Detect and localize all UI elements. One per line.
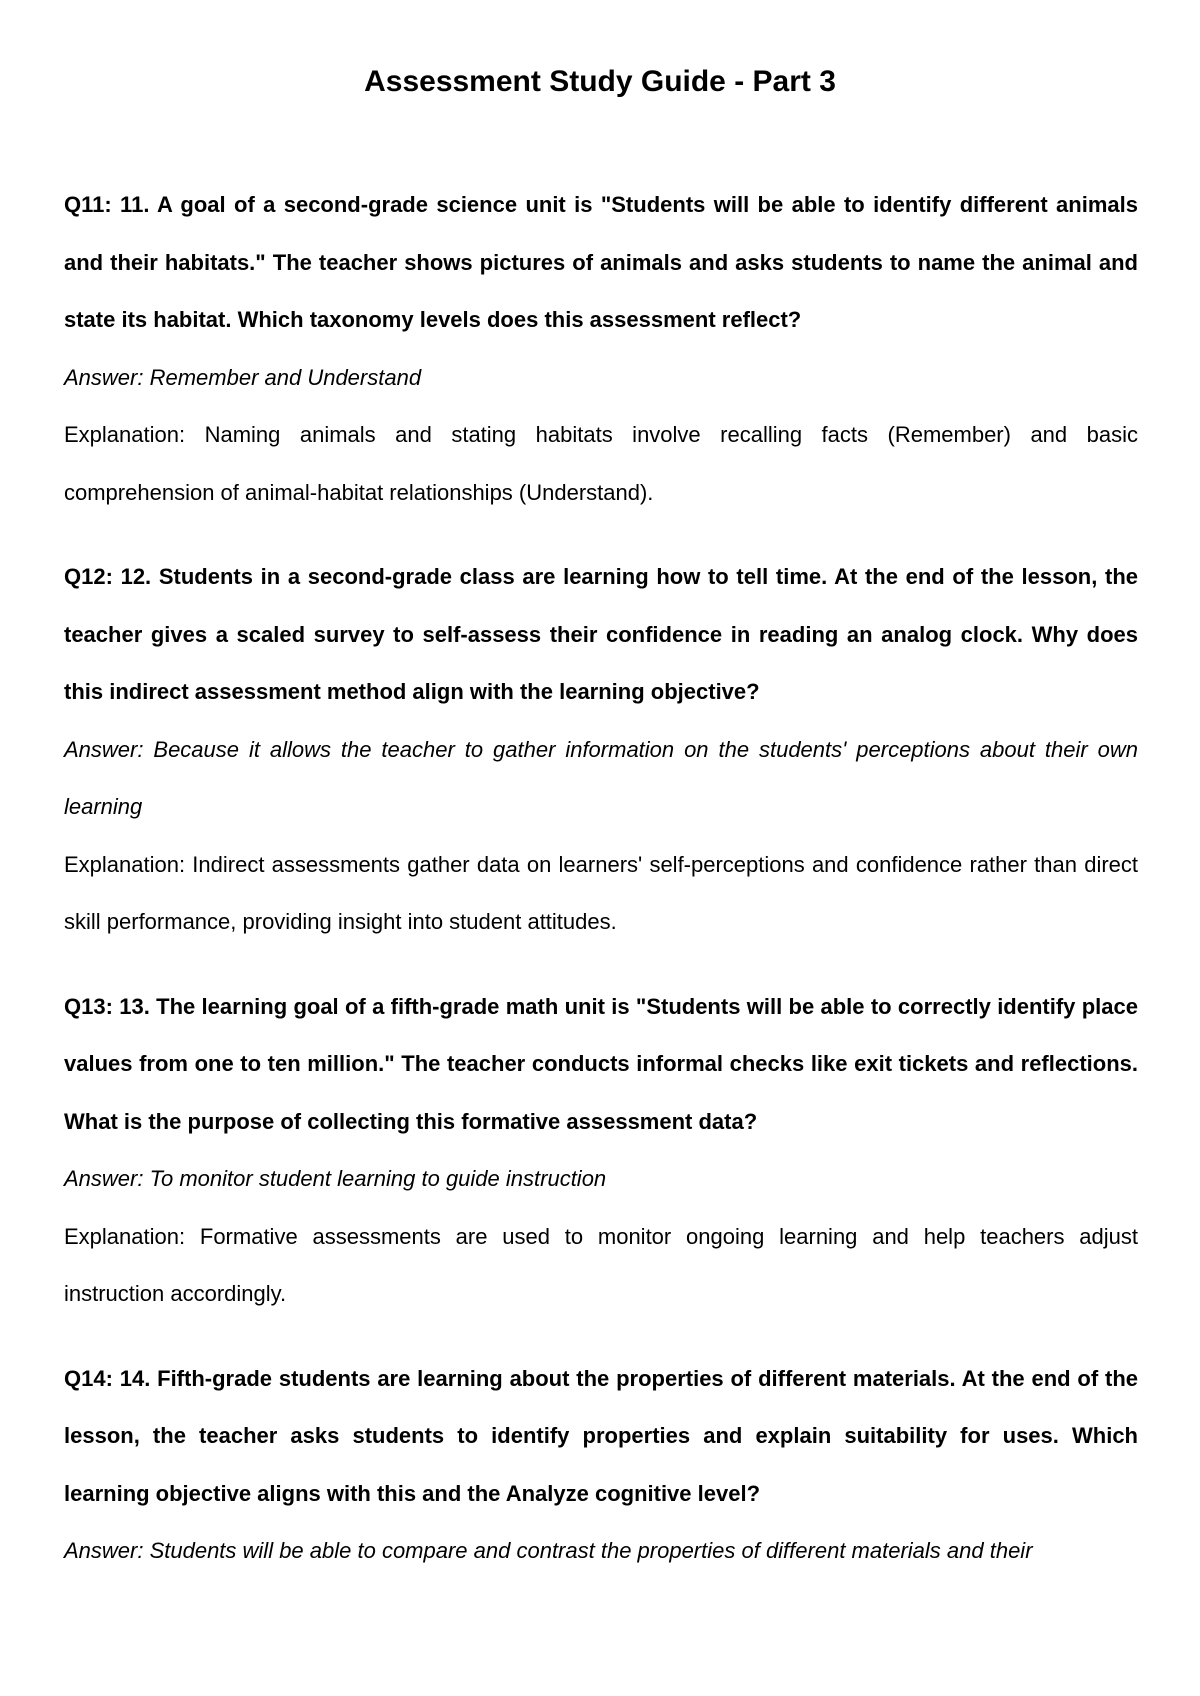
answer-text: Answer: Remember and Understand xyxy=(64,364,422,390)
qa-item xyxy=(64,548,1138,951)
question-text: Q12: 12. Students in a second-grade class are learning how to tell time. At the end of the lesson, the teacher gives a scaled survey to self-assess their confidence in reading an analog clock. Why does this indirect assessment method align with the learning objective? xyxy=(64,564,1138,704)
explanation-text: Explanation: Naming animals and stating habitats involve recalling facts (Remember) and basic comprehension of animal-habitat relationships (Understand). xyxy=(64,422,1138,505)
explanation-text: Explanation: Indirect assessments gather data on learners' self-perceptions and confidence rather than direct skill performance, providing insight into student attitudes. xyxy=(64,851,1138,934)
qa-item xyxy=(64,978,1138,1323)
question-text: Q13: 13. The learning goal of a fifth-grade math unit is "Students will be able to correctly identify place values from one to ten million." The teacher conducts informal checks like exit tickets and reflections. What is the purpose of collecting this formative assessment data? xyxy=(64,993,1138,1134)
qa-item xyxy=(64,1350,1138,1580)
question-text: Q14: 14. Fifth-grade students are learning about the properties of different materials. At the end of the lesson, the teacher asks students to identify properties and explain suitability for uses. Which learning objective aligns with this and the Analyze cognitive level? xyxy=(64,1365,1138,1506)
qa-list xyxy=(64,176,1138,1607)
question-text: Q11: 11. A goal of a second-grade science unit is "Students will be able to identify different animals and their habitats." The teacher shows pictures of animals and asks students to name the animal and state its habitat. Which taxonomy levels does this assessment reflect? xyxy=(64,192,1138,332)
page-title: Assessment Study Guide - Part 3 xyxy=(364,65,836,98)
answer-text: Answer: Because it allows the teacher to gather information on the students' perceptions about their own learning xyxy=(64,736,1138,819)
qa-item xyxy=(64,176,1138,521)
answer-text: Answer: Students will be able to compare and contrast the properties of different materials and their xyxy=(64,1538,1033,1563)
explanation-text: Explanation: Formative assessments are used to monitor ongoing learning and help teachers adjust instruction accordingly. xyxy=(64,1223,1138,1306)
answer-text: Answer: To monitor student learning to guide instruction xyxy=(64,1166,607,1191)
